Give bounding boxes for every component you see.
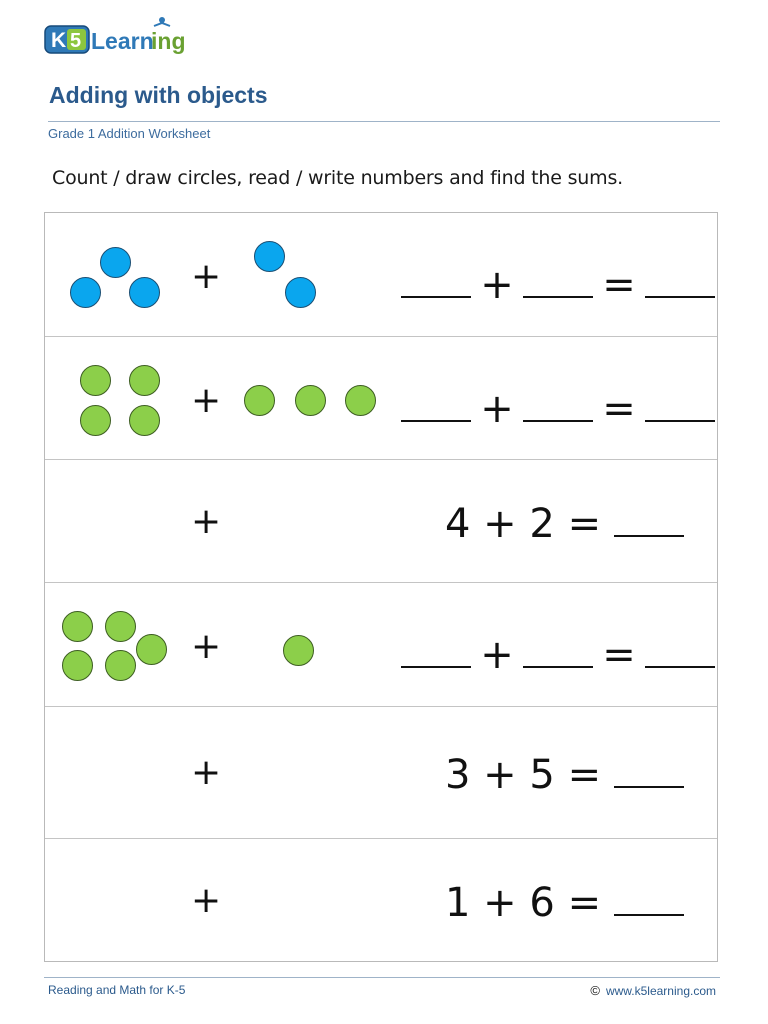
equals-symbol: = [602, 632, 636, 678]
answer-blank[interactable] [401, 390, 471, 422]
answer-blank[interactable] [401, 266, 471, 298]
equation [401, 262, 715, 308]
circle [295, 385, 326, 416]
addend-a: 4 [445, 501, 471, 547]
circle [62, 650, 93, 681]
circle [80, 365, 111, 396]
footer-tagline: Reading and Math for K-5 [48, 983, 186, 997]
worksheet-subtitle: Grade 1 Addition Worksheet [48, 126, 211, 141]
svg-text:5: 5 [70, 30, 82, 52]
plus-sign: + [191, 752, 222, 793]
circle [100, 247, 131, 278]
instructions: Count / draw circles, read / write numbers and find the sums. [52, 167, 623, 189]
circle [136, 634, 167, 665]
problem-row-3 [45, 460, 717, 583]
equals-symbol: = [567, 752, 602, 798]
answer-blank[interactable] [645, 636, 715, 668]
equation [445, 501, 684, 547]
circle [105, 611, 136, 642]
plus-sign: + [191, 501, 222, 542]
plus-symbol: + [483, 501, 517, 547]
answer-blank[interactable] [645, 266, 715, 298]
circle [285, 277, 316, 308]
copyright-icon: © [590, 983, 600, 998]
svg-text:K: K [51, 29, 67, 52]
circle [70, 277, 101, 308]
circle [129, 365, 160, 396]
plus-symbol: + [480, 262, 514, 308]
addend-a: 3 [445, 752, 471, 798]
answer-blank[interactable] [614, 505, 684, 537]
circle [345, 385, 376, 416]
circle [283, 635, 314, 666]
footer-divider [44, 977, 720, 978]
answer-blank[interactable] [401, 636, 471, 668]
circle [254, 241, 285, 272]
circle [244, 385, 275, 416]
addend-b: 5 [529, 752, 555, 798]
problem-row-1 [45, 213, 717, 337]
circle [105, 650, 136, 681]
circle [62, 611, 93, 642]
problem-row-2 [45, 337, 717, 460]
answer-blank[interactable] [645, 390, 715, 422]
addend-b: 6 [529, 880, 555, 926]
plus-sign: + [191, 256, 222, 297]
equation [445, 752, 684, 798]
k5-learning-logo [44, 14, 214, 58]
plus-symbol: + [480, 386, 514, 432]
worksheet-title: Adding with objects [49, 82, 268, 108]
equals-symbol: = [602, 386, 636, 432]
problem-row-5 [45, 707, 717, 839]
problem-row-4 [45, 583, 717, 707]
answer-blank[interactable] [614, 884, 684, 916]
plus-symbol: + [483, 752, 517, 798]
addend-a: 1 [445, 880, 471, 926]
answer-blank[interactable] [614, 756, 684, 788]
title-divider [48, 121, 720, 122]
equals-symbol: = [567, 501, 602, 547]
equation [401, 632, 715, 678]
plus-symbol: + [483, 880, 517, 926]
addend-b: 2 [529, 501, 555, 547]
circle [80, 405, 111, 436]
answer-blank[interactable] [523, 266, 593, 298]
plus-sign: + [191, 626, 222, 667]
problems-table [44, 212, 718, 962]
footer-website [590, 983, 716, 998]
plus-symbol: + [480, 632, 514, 678]
answer-blank[interactable] [523, 390, 593, 422]
equals-symbol: = [602, 262, 636, 308]
problem-row-6 [45, 839, 717, 961]
equals-symbol: = [567, 880, 602, 926]
circle [129, 405, 160, 436]
equation [401, 386, 715, 432]
svg-text:Learn: Learn [91, 28, 154, 54]
answer-blank[interactable] [523, 636, 593, 668]
circle [129, 277, 160, 308]
plus-sign: + [191, 380, 222, 421]
website-link[interactable]: www.k5learning.com [605, 984, 716, 998]
equation [445, 880, 684, 926]
plus-sign: + [191, 880, 222, 921]
svg-text:ing: ing [151, 28, 186, 54]
